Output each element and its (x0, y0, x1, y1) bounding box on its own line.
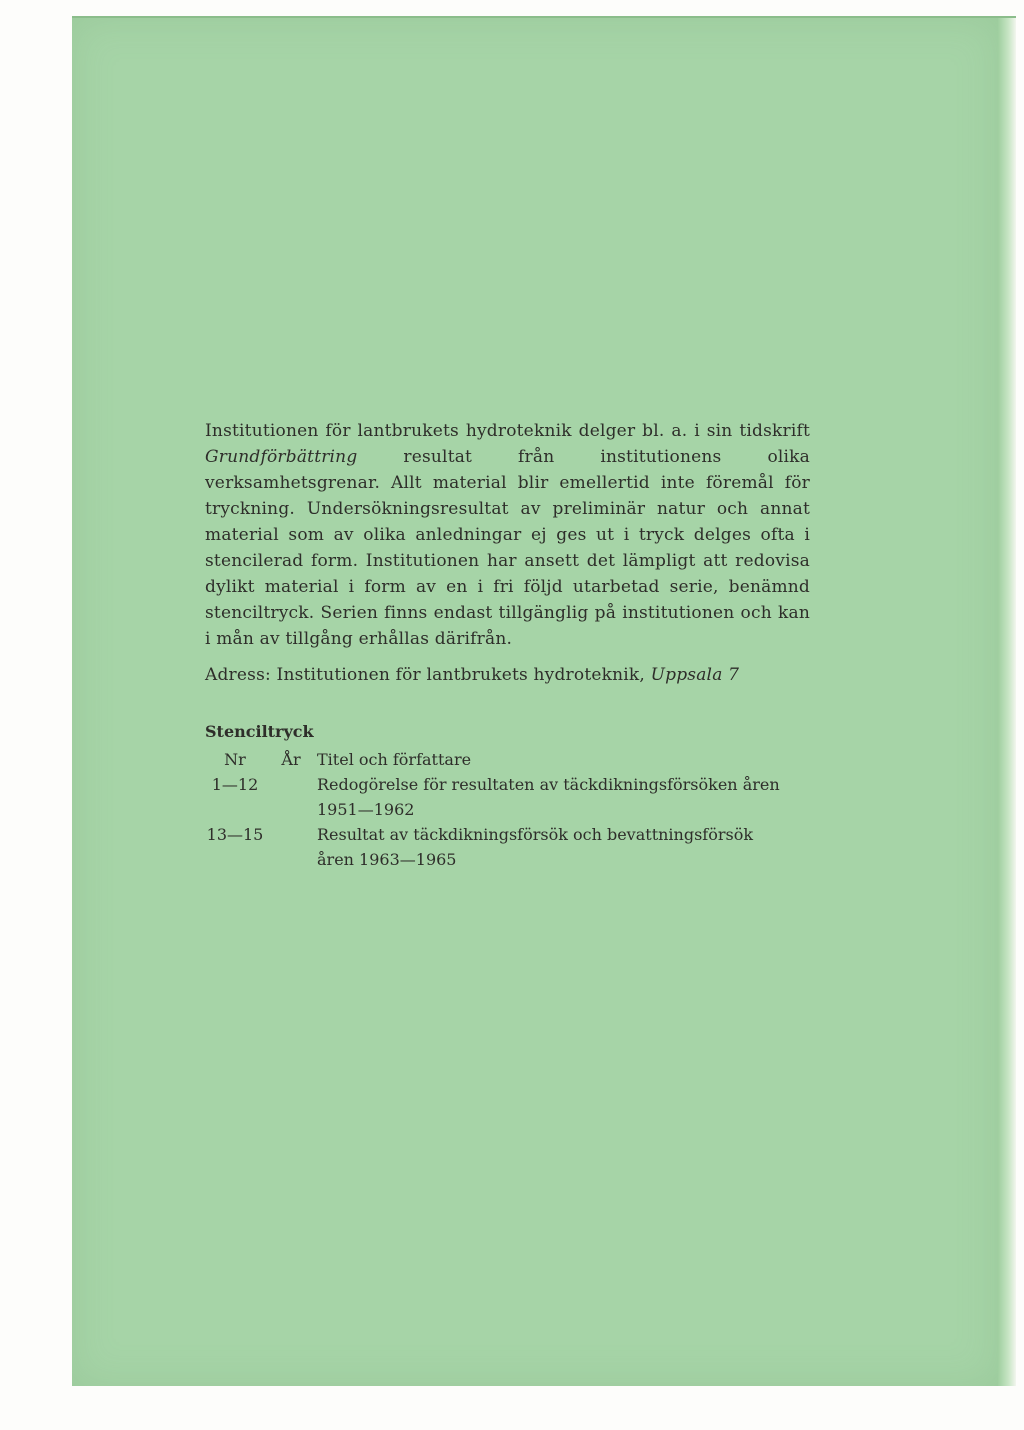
row-year (265, 822, 317, 847)
series-section (205, 722, 810, 872)
header-title: Titel och författare (317, 750, 472, 769)
row-year (265, 772, 317, 822)
series-title: Stenciltryck (205, 722, 314, 741)
intro-text-end: resultat från institutionens olika verksamhetsgrenar. Allt material blir emellertid inte föremål för tryckning. Undersökningsresultat av preliminär natur och annat material som av olika anledningar ej ges ut i tryck delges ofta i stencilerad form. Institutionen har ansett det lämpligt att redovisa dylikt material i form av en i fri följd utarbetad serie, benämnd stenciltryck. Serien finns endast tillgänglig på institutionen och kan i mån av tillgång erhållas därifrån. (205, 447, 810, 649)
intro-text-start: Institutionen för lantbrukets hydroteknik delger bl. a. i sin tidskrift (205, 421, 810, 441)
table-header-row (205, 747, 810, 772)
row-title: Redogörelse för resultaten av täckdikningsförsöken åren 1951—1962 (317, 775, 780, 819)
address-city: Uppsala 7 (650, 665, 740, 685)
intro-paragraph (205, 418, 810, 652)
sheet-right-edge (998, 18, 1016, 1386)
table-row-continuation (205, 847, 810, 872)
address-label: Adress: Institutionen för lantbrukets hydroteknik, (205, 665, 651, 685)
journal-name: Grundförbättring (205, 447, 358, 467)
table-row (205, 822, 810, 847)
row-title: Resultat av täckdikningsförsök och bevattningsförsök (317, 825, 754, 844)
row-nr: 1—12 (211, 775, 259, 794)
address-line (205, 662, 810, 688)
series-table (205, 747, 810, 872)
page-content (205, 418, 810, 872)
header-nr: Nr (224, 750, 246, 769)
table-row (205, 772, 810, 822)
row-title-continuation: åren 1963—1965 (317, 850, 457, 869)
row-nr: 13—15 (206, 825, 264, 844)
header-year: År (281, 750, 301, 769)
